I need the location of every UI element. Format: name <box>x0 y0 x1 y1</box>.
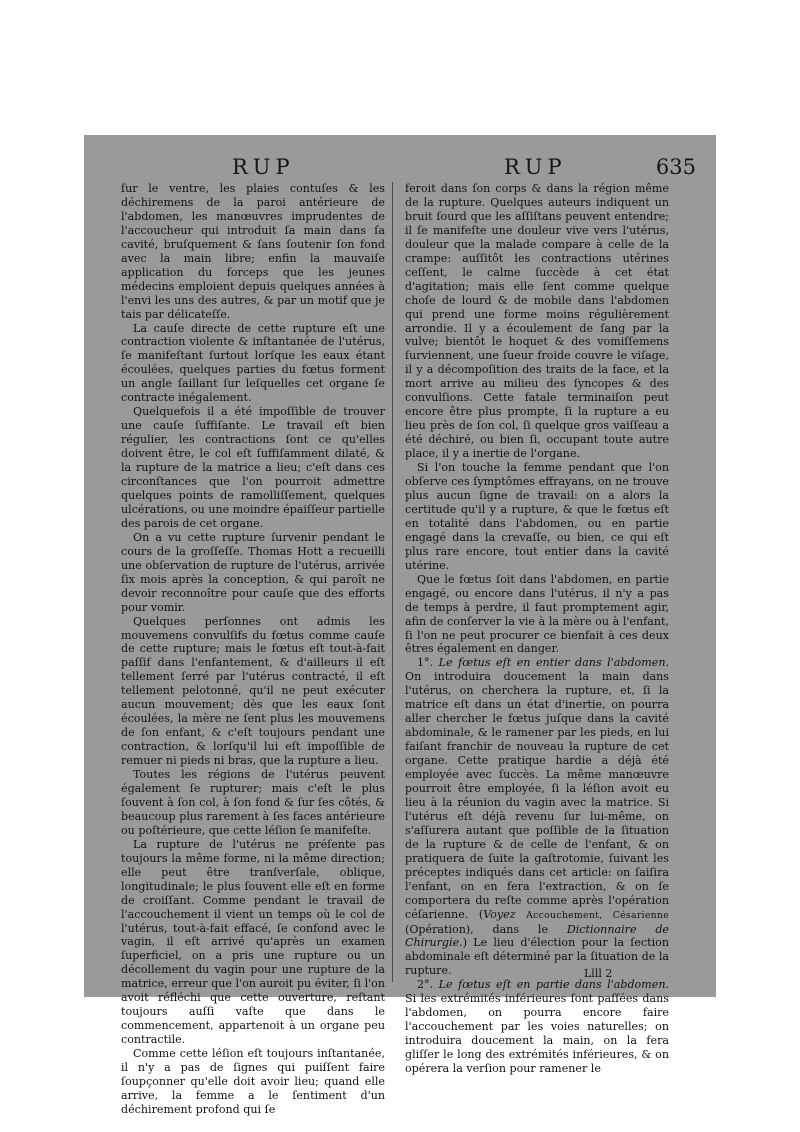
scanned-page <box>84 135 716 1116</box>
left-paragraph-1: ſur le ventre, les plaies contuſes & les déchiremens de la paroi antérieure de l'abdomen, les manœuvres imprudentes de l'accoucheur qui introduit ſa main dans ſa cavité, bruſquement & ſans ſoutenir ſon fond avec la main libre; enfin la mauvaiſe application du forceps que les jeunes médecins emploient depuis quelques années à l'envi les uns des autres, & par un motif que je tais par délicateſſe. <box>121 182 385 321</box>
signature-mark: Llll 2 <box>584 967 613 980</box>
page-number: 635 <box>655 155 696 179</box>
cross-references: Accouchement, Césarienne <box>526 909 670 921</box>
right-column <box>405 182 669 1076</box>
left-paragraph-5: Quelques perſonnes ont admis les mouvemens convulſifs du fœtus comme cauſe de cette rupture; mais le fœtus eſt tout-à-fait paſſif dans l'enfantement, & d'ailleurs il eſt tellement ſerré par l'utérus contracté, il eſt tellement pelotonné, qu'il ne peut exécuter aucun mouvement; dès que les eaux ſont écoulées, la mère ne ſent plus les mouvemens de ſon enfant, & c'eſt toujours pendant une contraction, & lorſqu'il lui eſt impoſſible de remuer ni pieds ni bras, que la rupture a lieu. <box>121 614 385 768</box>
column-rule <box>392 182 393 982</box>
right-paragraph-3: Que le fœtus ſoit dans l'abdomen, en partie engagé, ou encore dans l'utérus, il n'y a pas de temps à perdre, il faut promptement agir, afin de conſerver la vie à la mère ou à l'enfant, ſi l'on ne peut procurer ce bienfait à ces deux êtres également en danger. <box>405 572 669 656</box>
left-paragraph-7: La rupture de l'utérus ne préſente pas toujours la même forme, ni la même direction; elle peut être tranſverſale, oblique, longitudinale; le plus ſouvent elle eſt en forme de croiſſant. Comme pendant le travail de l'accouchement il vient un temps où le col de l'utérus, tout-à-fait effacé, ſe confond avec le vagin, il eſt arrivé qu'après un examen ſuperficiel, on a pris une rupture ou un décollement du vagin pour une rupture de la matrice, erreur que l'on auroit pu éviter, ſi l'on avoit réfléchi que cette ouverture, reſtant toujours auſſi vaſte que dans le commencement, appartenoit à un organe peu contractile. <box>121 837 385 1047</box>
section-body-2: Si les extrémités inférieures ſont paſſées dans l'abdomen, on pourra encore faire l'accouchement par les voies naturelles; on introduira doucement la main, on la fera gliſſer le long des extrémités inférieures, & on opérera la verſion pour ramener le <box>405 992 669 1076</box>
section-number-1: 1°. <box>417 656 434 670</box>
right-paragraph-2: Si l'on touche la femme pendant que l'on obſerve ces ſymptômes effrayans, on ne trouve plus aucun ſigne de travail: on a alors la certitude qu'il y a rupture, & que le fœtus eſt en totalité dans l'abdomen, ou en partie engagé dans la crevaſſe, ou bien, ce qui eſt plus rare encore, tout entier dans la cavité utérine. <box>405 461 669 572</box>
section-body-1-end: ) Le lieu d'élection pour la ſection abdominale eſt déterminé par la ſituation de la rupture. <box>405 936 669 978</box>
right-paragraph-4: 1°. Le fœtus eſt en entier dans l'abdomen. On introduira doucement la main dans l'utérus, on cherchera la rupture, et, ſi la matrice eſt dans un état d'inertie, on pourra aller chercher le fœtus juſque dans la cavité abdominale, & le ramener par les pieds, en lui faiſant franchir de nouveau la rupture de cet organe. Cette pratique hardie a déjà été employée avec ſuccès. La même manœuvre pourroit être employée, ſi la léſion avoit eu lieu à la réunion du vagin avec la matrice. Si l'utérus eſt déjà revenu ſur lui-même, on s'aſſurera autant que poſſible de la ſituation de la rupture & de celle de l'enfant, & on pratiquera de ſuite la gaſtrotomie, ſuivant les préceptes indiqués dans cet article: on ſaiſira l'enfant, on en fera l'extraction, & on ſe comportera du reſte comme après l'opération céſarienne. (Voyez Accouchement, Césarienne (Opération), dans le Dictionnaire de Chirurgie.) Le lieu d'élection pour la ſection abdominale eſt déterminé par la ſituation de la rupture. <box>405 656 670 978</box>
left-paragraph-4: On a vu cette rupture ſurvenir pendant le cours de la groſſeſſe. Thomas Hott a recueilli une obſervation de rupture de l'utérus, arrivée ſix mois après la conception, & qui paroît ne devoir reconnoître pour cauſe que des efforts pour vomir. <box>121 530 385 614</box>
voyez-label: Voyez <box>483 907 516 921</box>
left-column <box>121 182 385 1117</box>
section-number-2: 2°. <box>417 978 434 992</box>
running-header <box>84 155 716 185</box>
left-running-head: RUP <box>232 155 295 179</box>
left-paragraph-6: Toutes les régions de l'utérus peuvent également ſe rupturer; mais c'eſt le plus ſouvent à ſon col, à ſon fond & ſur ſes côtés, & beaucoup plus rarement à ſes faces antérieure ou poſtérieure, que cette léſion ſe manifeſte. <box>121 768 385 837</box>
left-paragraph-2: La cauſe directe de cette rupture eſt une contraction violente & inſtantanée de l'utérus, ſe manifeſtant ſurtout lorſque les eaux étant écoulées, quelques parties du fœtus forment un angle ſaillant ſur leſquelles cet organe ſe contracte inégalement. <box>121 321 385 405</box>
right-paragraph-1: feroit dans ſon corps & dans la région même de la rupture. Quelques auteurs indiquent un bruit ſourd que les aſſiſtans peuvent entendre; il ſe manifeſte une douleur vive vers l'utérus, douleur que la malade compare à celle de la crampe: auſſitôt les contractions utérines ceſſent, le calme ſuccède à cet état d'agitation; mais elle ſent comme quelque choſe de lourd & de mobile dans l'abdomen qui prend une forme moins régulièrement arrondie. Il y a écoulement de ſang par la vulve; bientôt le hoquet & des vomiſſemens ſurviennent, une ſueur froide couvre le viſage, il y a décompoſition des traits de la face, et la mort arrive au milieu des ſyncopes & des convulſions. Cette fatale terminaiſon peut encore être plus prompte, ſi la rupture a eu lieu près de ſon col, ſi quelque gros vaiſſeau a été déchiré, ou bien ſi, occupant toute autre place, il y a inertie de l'organe. <box>405 182 669 461</box>
right-paragraph-5 <box>405 978 669 1076</box>
section-heading-2: Le fœtus eſt en partie dans l'abdomen. <box>438 978 669 992</box>
right-running-head: RUP <box>504 155 567 179</box>
left-paragraph-3: Quelquefois il a été impoſſible de trouver une cauſe ſuffiſante. Le travail eſt bien régulier, les contractions ſont ce qu'elles doivent être, le col eſt ſuffiſamment dilaté, & la rupture de la matrice a lieu; c'eſt dans ces circonſtances que l'on pourroit admettre quelques points de ramolliſſement, quelques ulcérations, ou une moindre épaiſſeur partielle des parois de cet organe. <box>121 405 385 530</box>
section-heading-1: Le fœtus eſt en entier dans l'abdomen. <box>438 656 669 670</box>
operation-ref: (Opération), dans le <box>405 922 549 936</box>
dictionary-title: Dictionnaire de Chirurgie. <box>405 922 669 950</box>
left-paragraph-8: Comme cette léſion eſt toujours inſtantanée, il n'y a pas de ſignes qui puiſſent faire ſoupçonner qu'elle doit avoir lieu; quand elle arrive, la femme a le ſentiment d'un déchirement profond qui ſe <box>121 1047 385 1116</box>
section-body-1: On introduira doucement la main dans l'utérus, on cherchera la rupture, et, ſi la matrice eſt dans un état d'inertie, on pourra aller chercher le fœtus juſque dans la cavité abdominale, & le ramener par les pieds, en lui faiſant franchir de nouveau la rupture de cet organe. Cette pratique hardie a déjà été employée avec ſuccès. La même manœuvre pourroit être employée, ſi la léſion avoit eu lieu à la réunion du vagin avec la matrice. Si l'utérus eſt déjà revenu ſur lui-même, on s'aſſurera autant que poſſible de la ſituation de la rupture & de celle de l'enfant, & on pratiquera de ſuite la gaſtrotomie, ſuivant les préceptes indiqués dans cet article: on ſaiſira l'enfant, on en fera l'extraction, & on ſe comportera du reſte comme après l'opération céſarienne. <box>405 670 669 921</box>
